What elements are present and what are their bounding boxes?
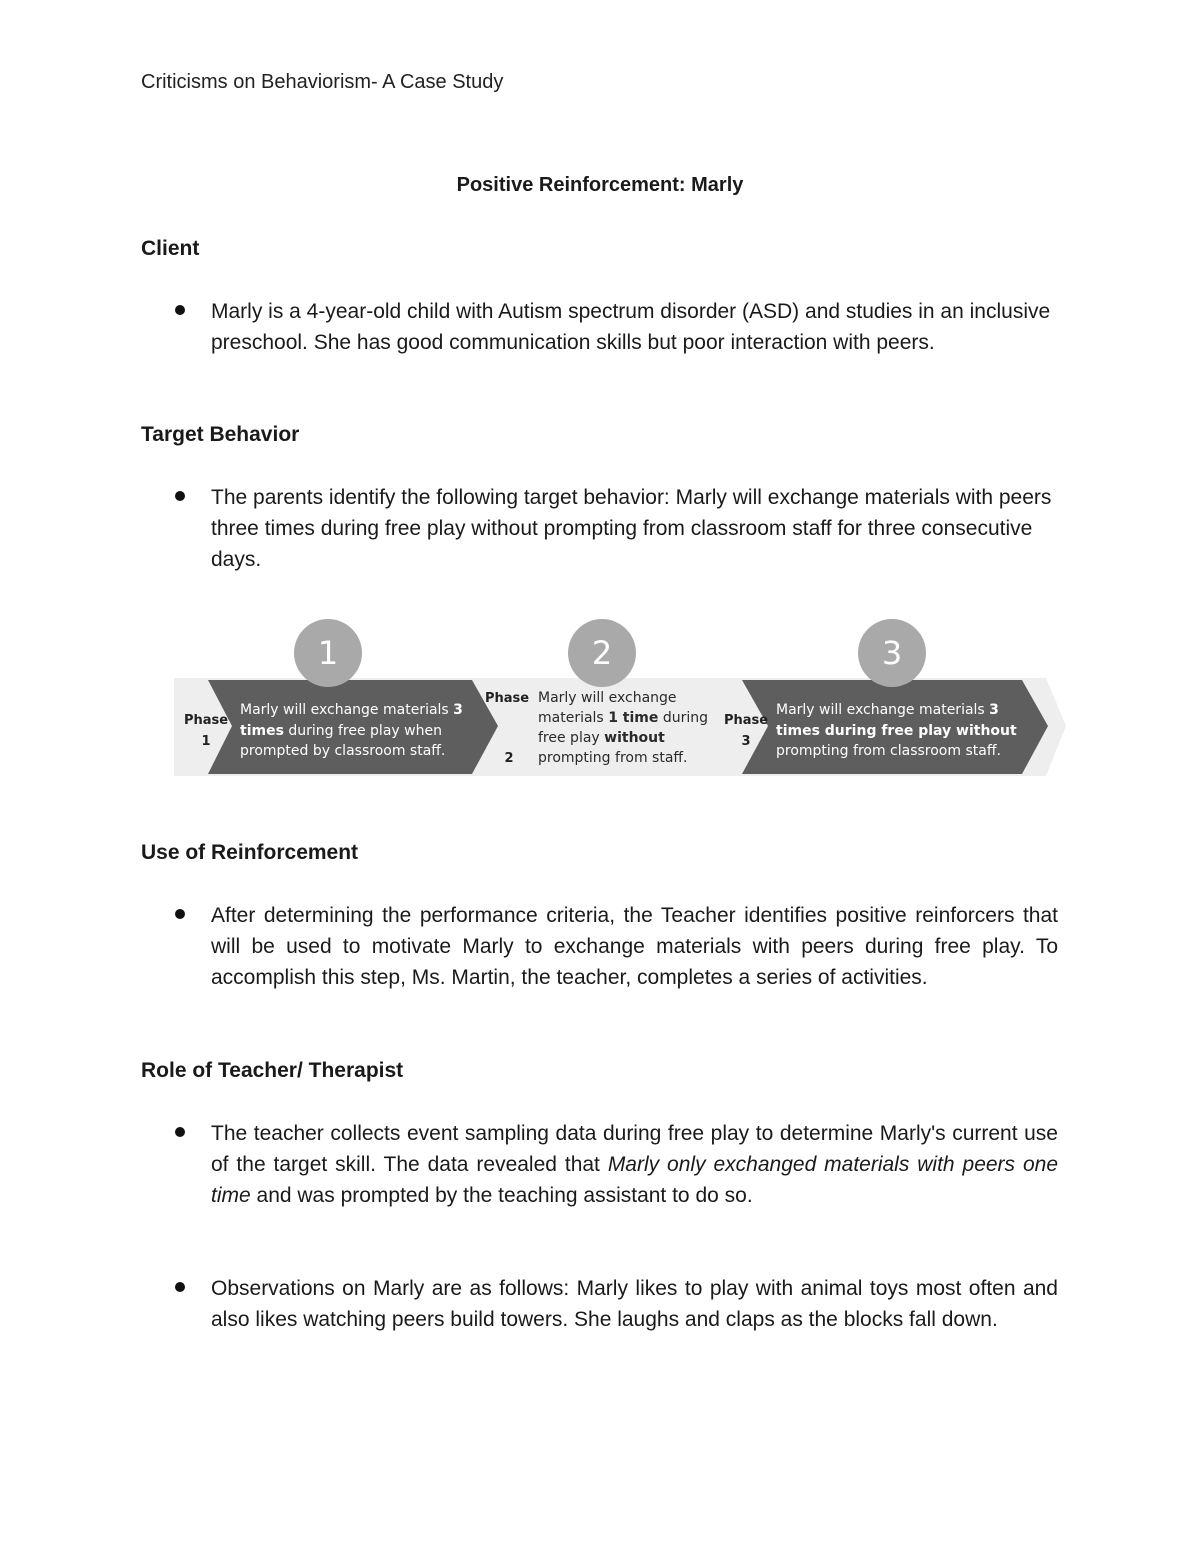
bullet-dot-icon bbox=[175, 909, 185, 919]
phase-3-number: 3 bbox=[881, 634, 903, 672]
phase-3-label: Phase bbox=[723, 713, 769, 728]
bullet-text-emphasis: Marly only exchanged materials with peers one time bbox=[211, 1153, 1058, 1207]
phase-1-label: Phase bbox=[183, 713, 229, 728]
phase-diagram bbox=[170, 614, 1070, 782]
bullet-dot-icon bbox=[175, 1282, 185, 1292]
bullet-text: Marly is a 4-year-old child with Autism spectrum disorder (ASD) and studies in an inclusive preschool. She has good communication skills but poor interaction with peers. bbox=[211, 300, 1051, 354]
phase-2-index: 2 bbox=[504, 751, 514, 766]
phase-1-number: 1 bbox=[317, 634, 339, 672]
phase-3-description-line-1: Marly will exchange materials 3 bbox=[776, 702, 999, 718]
section-heading-target-behavior: Target Behavior bbox=[141, 423, 300, 446]
phase-2-number: 2 bbox=[591, 634, 613, 672]
bullet-dot-icon bbox=[175, 1127, 185, 1137]
bullet-text: After determining the performance criteria, the Teacher identifies positive reinforcers that will be used to motivate Marly to exchange materials with peers during free play. To accomplish this step, Ms. Martin, the teacher, completes a series of activities. bbox=[211, 904, 1058, 989]
phase-3-description-line-2: times during free play without bbox=[776, 723, 1017, 739]
phase-3-index: 3 bbox=[741, 734, 751, 749]
phase-2-description-line-2: materials 1 time during bbox=[538, 710, 709, 726]
bullet-role-observations bbox=[175, 1273, 1058, 1335]
bullet-dot-icon bbox=[175, 305, 185, 315]
bullet-text: Observations on Marly are as follows: Marly likes to play with animal toys most often and also likes watching peers build towers. She laughs and claps as the blocks fall down. bbox=[211, 1277, 1058, 1331]
page-title: Positive Reinforcement: Marly bbox=[456, 174, 744, 196]
bullet-target-behavior bbox=[175, 482, 1058, 575]
bullet-text-part: The teacher collects event sampling data during free play to determine Marly's current use of the target skill. The data revealed that bbox=[211, 1122, 1058, 1176]
bullet-client bbox=[175, 296, 1058, 358]
section-heading-use-of-reinforcement: Use of Reinforcement bbox=[141, 841, 359, 864]
section-heading-role-of-teacher: Role of Teacher/ Therapist bbox=[141, 1059, 404, 1082]
phase-1-description-line-3: prompted by classroom staff. bbox=[240, 743, 446, 759]
section-heading-client: Client bbox=[141, 237, 200, 260]
phase-1-description-line-1: Marly will exchange materials 3 bbox=[240, 702, 463, 718]
bullet-text bbox=[211, 1118, 1058, 1211]
phase-2-description-line-1: Marly will exchange bbox=[538, 690, 677, 706]
bullet-use-of-reinforcement bbox=[175, 900, 1058, 993]
phase-1-description-line-2: times during free play when bbox=[240, 723, 442, 739]
phase-3-description-line-3: prompting from classroom staff. bbox=[776, 743, 1001, 759]
bullet-text: The parents identify the following target behavior: Marly will exchange materials with peers three times during free play without prompting from classroom staff for three consecutive days. bbox=[211, 486, 1052, 571]
bullet-text-part: and was prompted by the teaching assistant to do so. bbox=[250, 1184, 753, 1207]
phase-2-label: Phase bbox=[484, 691, 530, 706]
phase-2-description-line-4: prompting from staff. bbox=[538, 750, 688, 766]
bullet-dot-icon bbox=[175, 491, 185, 501]
phase-2-description-line-3: free play without bbox=[538, 730, 665, 746]
bullet-role-event-sampling bbox=[175, 1118, 1058, 1211]
running-header: Criticisms on Behaviorism- A Case Study bbox=[141, 71, 504, 93]
phase-1-index: 1 bbox=[201, 734, 211, 749]
